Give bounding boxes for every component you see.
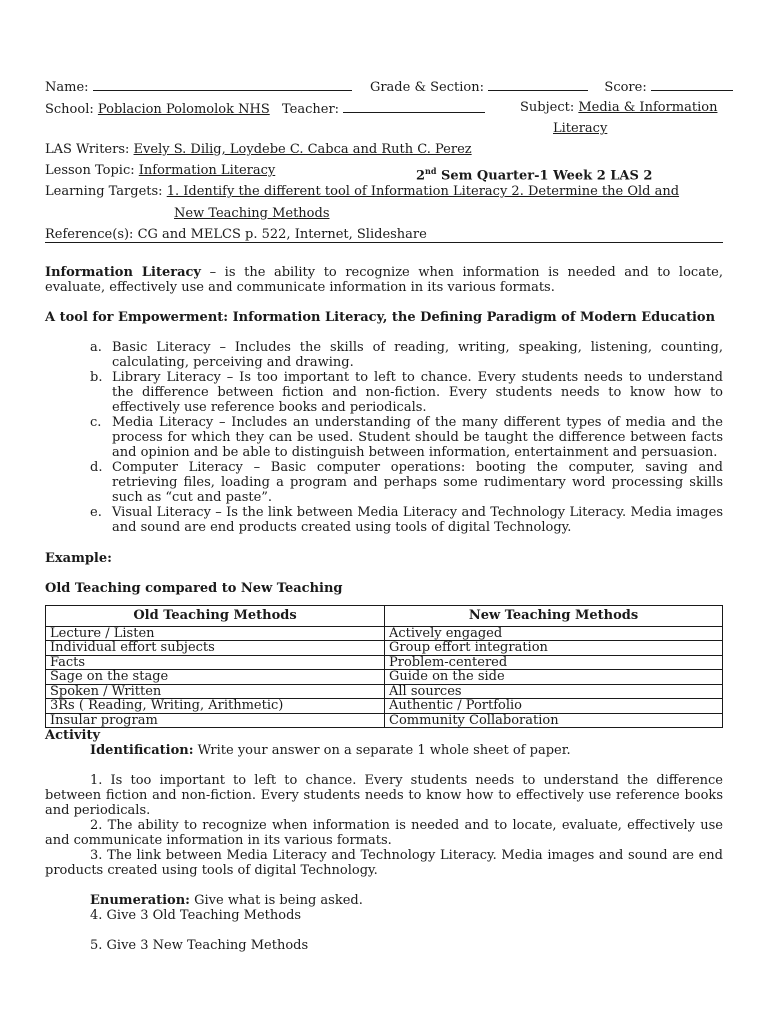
identification-label: Identification: — [90, 743, 194, 758]
grade-section-label: Grade & Section: — [369, 80, 484, 95]
table-row — [46, 713, 723, 728]
literacy-list — [45, 340, 723, 535]
name-row — [45, 78, 733, 96]
list-text: Basic Literacy – Includes the skills of reading, writing, speaking, listening, counting, calculating, perceiving and drawing. — [112, 340, 723, 370]
references-row — [45, 227, 427, 243]
sem-superscript: nd — [425, 166, 437, 176]
school-value: Poblacion Polomolok NHS — [97, 102, 270, 117]
table-cell: Community Collaboration — [385, 713, 723, 728]
writers-value: Evely S. Dilig, Loydebe C. Cabca and Ruth C. Perez — [133, 142, 472, 157]
list-item — [45, 505, 723, 535]
teaching-methods-table — [45, 605, 723, 728]
identification-instruction: Write your answer on a separate 1 whole sheet of paper. — [193, 743, 571, 758]
activity-label: Activity — [45, 728, 100, 743]
table-header-old: Old Teaching Methods — [46, 606, 385, 627]
references-label: Reference(s): — [45, 227, 134, 242]
score-blank[interactable] — [651, 78, 733, 91]
targets-line1: 1. Identify the different tool of Information Literacy 2. Determine the Old and — [166, 184, 680, 199]
list-text: Computer Literacy – Basic computer operations: booting the computer, saving and retrieving files, loading a program and perhaps some rudimentary word processing skills such as “cut and paste”. — [112, 460, 723, 505]
topic-row — [45, 163, 275, 179]
list-marker: e. — [90, 505, 102, 520]
enumeration-line — [45, 893, 723, 908]
example-label: Example: — [45, 551, 112, 566]
question-item: 2. The ability to recognize when information is needed and to locate, evaluate, effectively use and communicate information in its various formats. — [45, 818, 723, 848]
list-item — [45, 415, 723, 460]
identification-line — [45, 743, 723, 758]
table-row — [46, 626, 723, 641]
subject-field — [520, 100, 717, 116]
table-cell: Spoken / Written — [46, 684, 385, 699]
comparison-heading: Old Teaching compared to New Teaching — [45, 581, 343, 596]
table-row — [46, 699, 723, 714]
semester-info — [416, 163, 652, 184]
teacher-label: Teacher: — [282, 102, 340, 117]
school-row — [45, 100, 485, 118]
table-cell: 3Rs ( Reading, Writing, Arithmetic) — [46, 699, 385, 714]
table-row — [46, 655, 723, 670]
table-row — [46, 684, 723, 699]
header-divider — [45, 242, 723, 243]
intro-paragraph — [45, 265, 723, 295]
teacher-blank[interactable] — [343, 100, 485, 113]
references-value: CG and MELCS p. 522, Internet, Slideshare — [137, 227, 427, 242]
enumeration-instruction: Give what is being asked. — [189, 893, 363, 908]
table-header-row — [46, 606, 723, 627]
list-marker: c. — [90, 415, 102, 430]
topic-value: Information Literacy — [138, 163, 276, 178]
subject-label: Subject: — [520, 100, 575, 115]
table-cell: Actively engaged — [385, 626, 723, 641]
subject-line2-row — [553, 121, 607, 137]
list-text: Library Literacy – Is too important to left to chance. Every students needs to understand the difference between fiction and non-fiction. Every students needs to know how to effectively use reference books and periodicals. — [112, 370, 723, 415]
table-cell: Individual effort subjects — [46, 641, 385, 656]
list-marker: d. — [90, 460, 103, 475]
table-cell: All sources — [385, 684, 723, 699]
sem-rest: Sem Quarter-1 Week 2 LAS 2 — [436, 168, 653, 184]
targets-line2: New Teaching Methods — [174, 206, 330, 221]
question-item: 3. The link between Media Literacy and Technology Literacy. Media images and sound are end products created using tools of digital Technology. — [45, 848, 723, 878]
table-cell: Lecture / Listen — [46, 626, 385, 641]
targets-line2-row — [174, 206, 330, 222]
targets-label: Learning Targets: — [45, 184, 163, 199]
list-text: Media Literacy – Includes an understanding of the many different types of media and the process for which they can be used. Student should be taught the difference between facts and opinion and be able to distinguish between information, entertainment and persuasion. — [112, 415, 723, 460]
writers-row — [45, 142, 472, 158]
list-text: Visual Literacy – Is the link between Media Literacy and Technology Literacy. Media images and sound are end products created using tools of digital Technology. — [112, 505, 723, 535]
sem-number: 2 — [416, 168, 426, 184]
table-row — [46, 641, 723, 656]
table-header-new: New Teaching Methods — [385, 606, 723, 627]
topic-label: Lesson Topic: — [45, 163, 135, 178]
table-cell: Sage on the stage — [46, 670, 385, 685]
writers-label: LAS Writers: — [45, 142, 130, 157]
grade-section-blank[interactable] — [488, 78, 588, 91]
targets-row — [45, 184, 679, 200]
table-cell: Facts — [46, 655, 385, 670]
table-cell: Authentic / Portfolio — [385, 699, 723, 714]
enum-item: 4. Give 3 Old Teaching Methods — [90, 908, 302, 923]
table-cell: Guide on the side — [385, 670, 723, 685]
subject-value-line2: Literacy — [553, 121, 608, 136]
table-cell: Problem-centered — [385, 655, 723, 670]
subject-value-line1: Media & Information — [578, 100, 718, 115]
list-marker: a. — [90, 340, 102, 355]
list-item — [45, 340, 723, 370]
name-blank[interactable] — [93, 78, 352, 91]
question-item: 1. Is too important to left to chance. Every students needs to understand the difference between fiction and non-fiction. Every students needs to know how to effectively use reference books and periodicals. — [45, 773, 723, 818]
enumeration-label: Enumeration: — [90, 893, 190, 908]
name-label: Name: — [45, 80, 89, 95]
table-row — [46, 670, 723, 685]
enum-item: 5. Give 3 New Teaching Methods — [90, 938, 309, 953]
intro-definition: – is the ability to recognize when information is needed and to locate, evaluate, effectively use and communicate information in its various formats. — [45, 265, 723, 295]
school-label: School: — [45, 102, 94, 117]
table-cell: Insular program — [46, 713, 385, 728]
list-marker: b. — [90, 370, 103, 385]
list-item — [45, 370, 723, 415]
table-cell: Group effort integration — [385, 641, 723, 656]
list-item — [45, 460, 723, 505]
tool-heading: A tool for Empowerment: Information Literacy, the Defining Paradigm of Modern Education — [45, 310, 716, 325]
lesson-body — [45, 265, 723, 953]
intro-term: Information Literacy — [45, 265, 201, 280]
score-label: Score: — [604, 80, 647, 95]
